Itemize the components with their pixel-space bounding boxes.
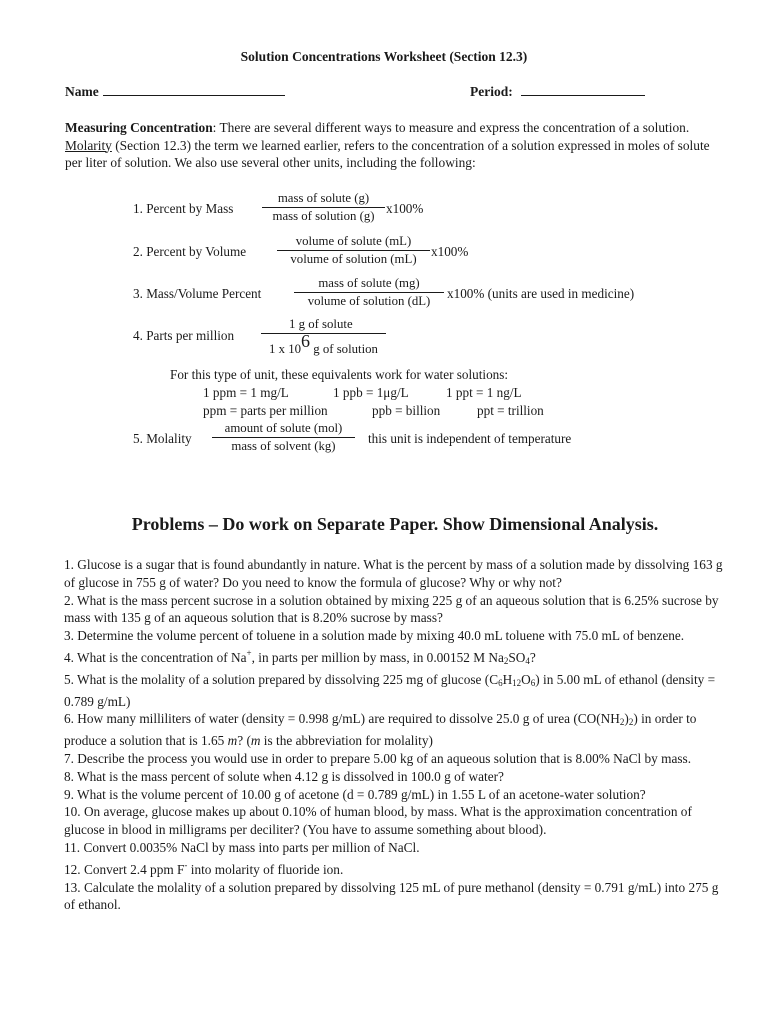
problem-6-text-a: 6. How many milliliters of water (density = 0.998 g/mL) are required to dissolve 25.0 g of urea (CO(NH [64,711,620,727]
unit-3-label: 3. Mass/Volume Percent [133,286,262,301]
unit-4-fraction [261,316,386,356]
problem-6 [64,710,724,750]
unit-2-suffix: x100% [431,244,469,259]
intro-paragraph [65,119,720,172]
unit-2-numerator: volume of solute (mL) [295,234,412,248]
problems-list [64,556,724,914]
problem-4-subscript-2: 4 [525,655,530,666]
problem-6-text-d: ? ( [237,733,251,749]
name-blank-line [103,82,285,96]
problem-4-text-c: SO [508,649,526,665]
definition-ppm: ppm = parts per million [203,403,328,418]
unit-4-denominator-a: 1 x 10 [269,342,302,356]
problem-2: 2. What is the mass percent sucrose in a solution obtained by mixing 225 g of an aqueous solution that is 6.25% sucrose by mass with 135 g of an aqueous solution that is 8.20% sucrose by mass? [64,592,719,626]
problem-6-text-b: ) [624,711,629,727]
equivalents-intro: For this type of unit, these equivalents work for water solutions: [170,367,509,382]
definition-ppb: ppb = billion [372,403,441,418]
unit-5-numerator: amount of solute (mol) [224,421,343,435]
period-blank-line [521,82,645,96]
unit-1-numerator: mass of solute (g) [277,191,370,205]
intro-heading: Measuring Concentration [65,120,213,135]
period-field [470,82,645,101]
problem-13: 13. Calculate the molality of a solution prepared by dissolving 125 mL of pure methanol (density = 0.791 g/mL) into 275 g of ethanol. [64,879,719,913]
problem-5 [64,671,724,711]
problem-7: 7. Describe the process you would use in order to prepare 5.00 kg of an aqueous solution that is 8.00% NaCl by mass. [64,750,692,766]
problem-6-subscript-1: 2 [619,717,625,728]
problem-12-text-b: into molarity of fluoride ion. [187,861,344,877]
unit-1-suffix: x100% [386,201,424,216]
unit-5-fraction [212,420,355,455]
problem-12 [64,857,724,879]
problem-5-text-b: H [502,671,513,687]
problem-9: 9. What is the volume percent of 10.00 g of acetone (d = 0.789 g/mL) in 1.55 L of an acetone-water solution? [64,786,646,802]
problem-5-subscript-1: 6 [498,677,503,688]
problem-10: 10. On average, glucose makes up about 0.10% of human blood, by mass. What is the approximation concentration of glucose in blood in milligrams per deciliter? (You have to assume something about blood). [64,804,692,838]
problem-12-text-a: 12. Convert 2.4 ppm F [64,861,185,877]
problem-4-subscript-1: 2 [503,655,509,666]
equivalent-ppt: 1 ppt = 1 ng/L [446,385,522,400]
name-label: Name [65,84,99,99]
intro-molarity: Molarity [65,137,112,153]
intro-text-a: : There are several different ways to measure and express the concentration of a solution. [212,120,690,135]
problem-12-superscript: - [184,859,188,870]
problem-3: 3. Determine the volume percent of toluene in a solution made by mixing 40.0 mL toluene with 75.0 mL of benzene. [64,628,685,644]
problem-5-text-c: O [521,671,531,687]
problem-11: 11. Convert 0.0035% NaCl by mass into parts per million of NaCl. [64,839,420,855]
name-field [65,82,285,101]
problem-5-text-a: 5. What is the molality of a solution prepared by dissolving 225 mg of glucose (C [64,671,499,687]
problem-6-molality-symbol-1: m [227,733,238,749]
page-title: Solution Concentrations Worksheet (Section 12.3) [240,49,528,64]
unit-3-denominator: volume of solution (dL) [307,294,431,308]
unit-4-exponent: 6 [301,331,311,351]
problem-4-text-b: , in parts per million by mass, in 0.00152 M Na [251,649,504,665]
problem-4-superscript: + [246,647,252,658]
unit-4-denominator [261,331,386,356]
problem-8: 8. What is the mass percent of solute when 4.12 g is dissolved in 100.0 g of water? [64,768,504,784]
definition-ppt: ppt = trillion [477,403,544,418]
unit-4-denominator-b: g of solution [310,342,378,356]
problem-5-text-d: ) in 5.00 mL of ethanol (density = 0.789 g/mL) [64,671,716,709]
equivalent-ppb: 1 ppb = 1μg/L [333,385,409,400]
problem-1: 1. Glucose is a sugar that is found abundantly in nature. What is the percent by mass of a solution made by dissolving 163 g of glucose in 755 g of water? Do you need to know the formula of glucose? Why or why not? [64,557,723,590]
problem-6-subscript-2: 2 [628,717,634,728]
unit-5-label: 5. Molality [133,431,192,446]
problem-6-molality-symbol-2: m [250,733,261,749]
unit-4-label: 4. Parts per million [133,328,235,343]
unit-2-label: 2. Percent by Volume [133,244,247,259]
unit-3-numerator: mass of solute (mg) [318,276,420,290]
unit-2-fraction [277,233,430,268]
problem-4-text-a: 4. What is the concentration of Na [64,649,247,665]
unit-1-denominator: mass of solution (g) [272,209,375,223]
problem-5-subscript-3: 6 [530,677,536,688]
problem-5-subscript-2: 12 [512,677,522,688]
problem-6-text-e: is the abbreviation for molality) [260,733,433,749]
period-label: Period: [470,84,513,99]
unit-3-fraction [294,275,444,310]
problem-4-text-d: ? [529,649,536,665]
problem-6-text-c: ) in order to produce a solution that is 1.65 [64,711,697,749]
unit-5-denominator: mass of solvent (kg) [231,439,336,453]
problem-4 [64,645,724,671]
unit-3-suffix: x100% (units are used in medicine) [447,286,635,301]
unit-1-label: 1. Percent by Mass [133,201,234,216]
problems-heading: Problems – Do work on Separate Paper. Show Dimensional Analysis. [131,514,659,534]
unit-4-numerator: 1 g of solute [289,317,353,331]
intro-text-b: (Section 12.3) the term we learned earlier, refers to the concentration of a solution expressed in moles of solute per liter of solution. We also use several other units, including the following: [65,137,710,170]
unit-5-suffix: this unit is independent of temperature [368,431,572,446]
unit-1-fraction [262,190,385,225]
unit-2-denominator: volume of solution (mL) [290,252,417,266]
equivalent-ppm: 1 ppm = 1 mg/L [203,385,289,400]
